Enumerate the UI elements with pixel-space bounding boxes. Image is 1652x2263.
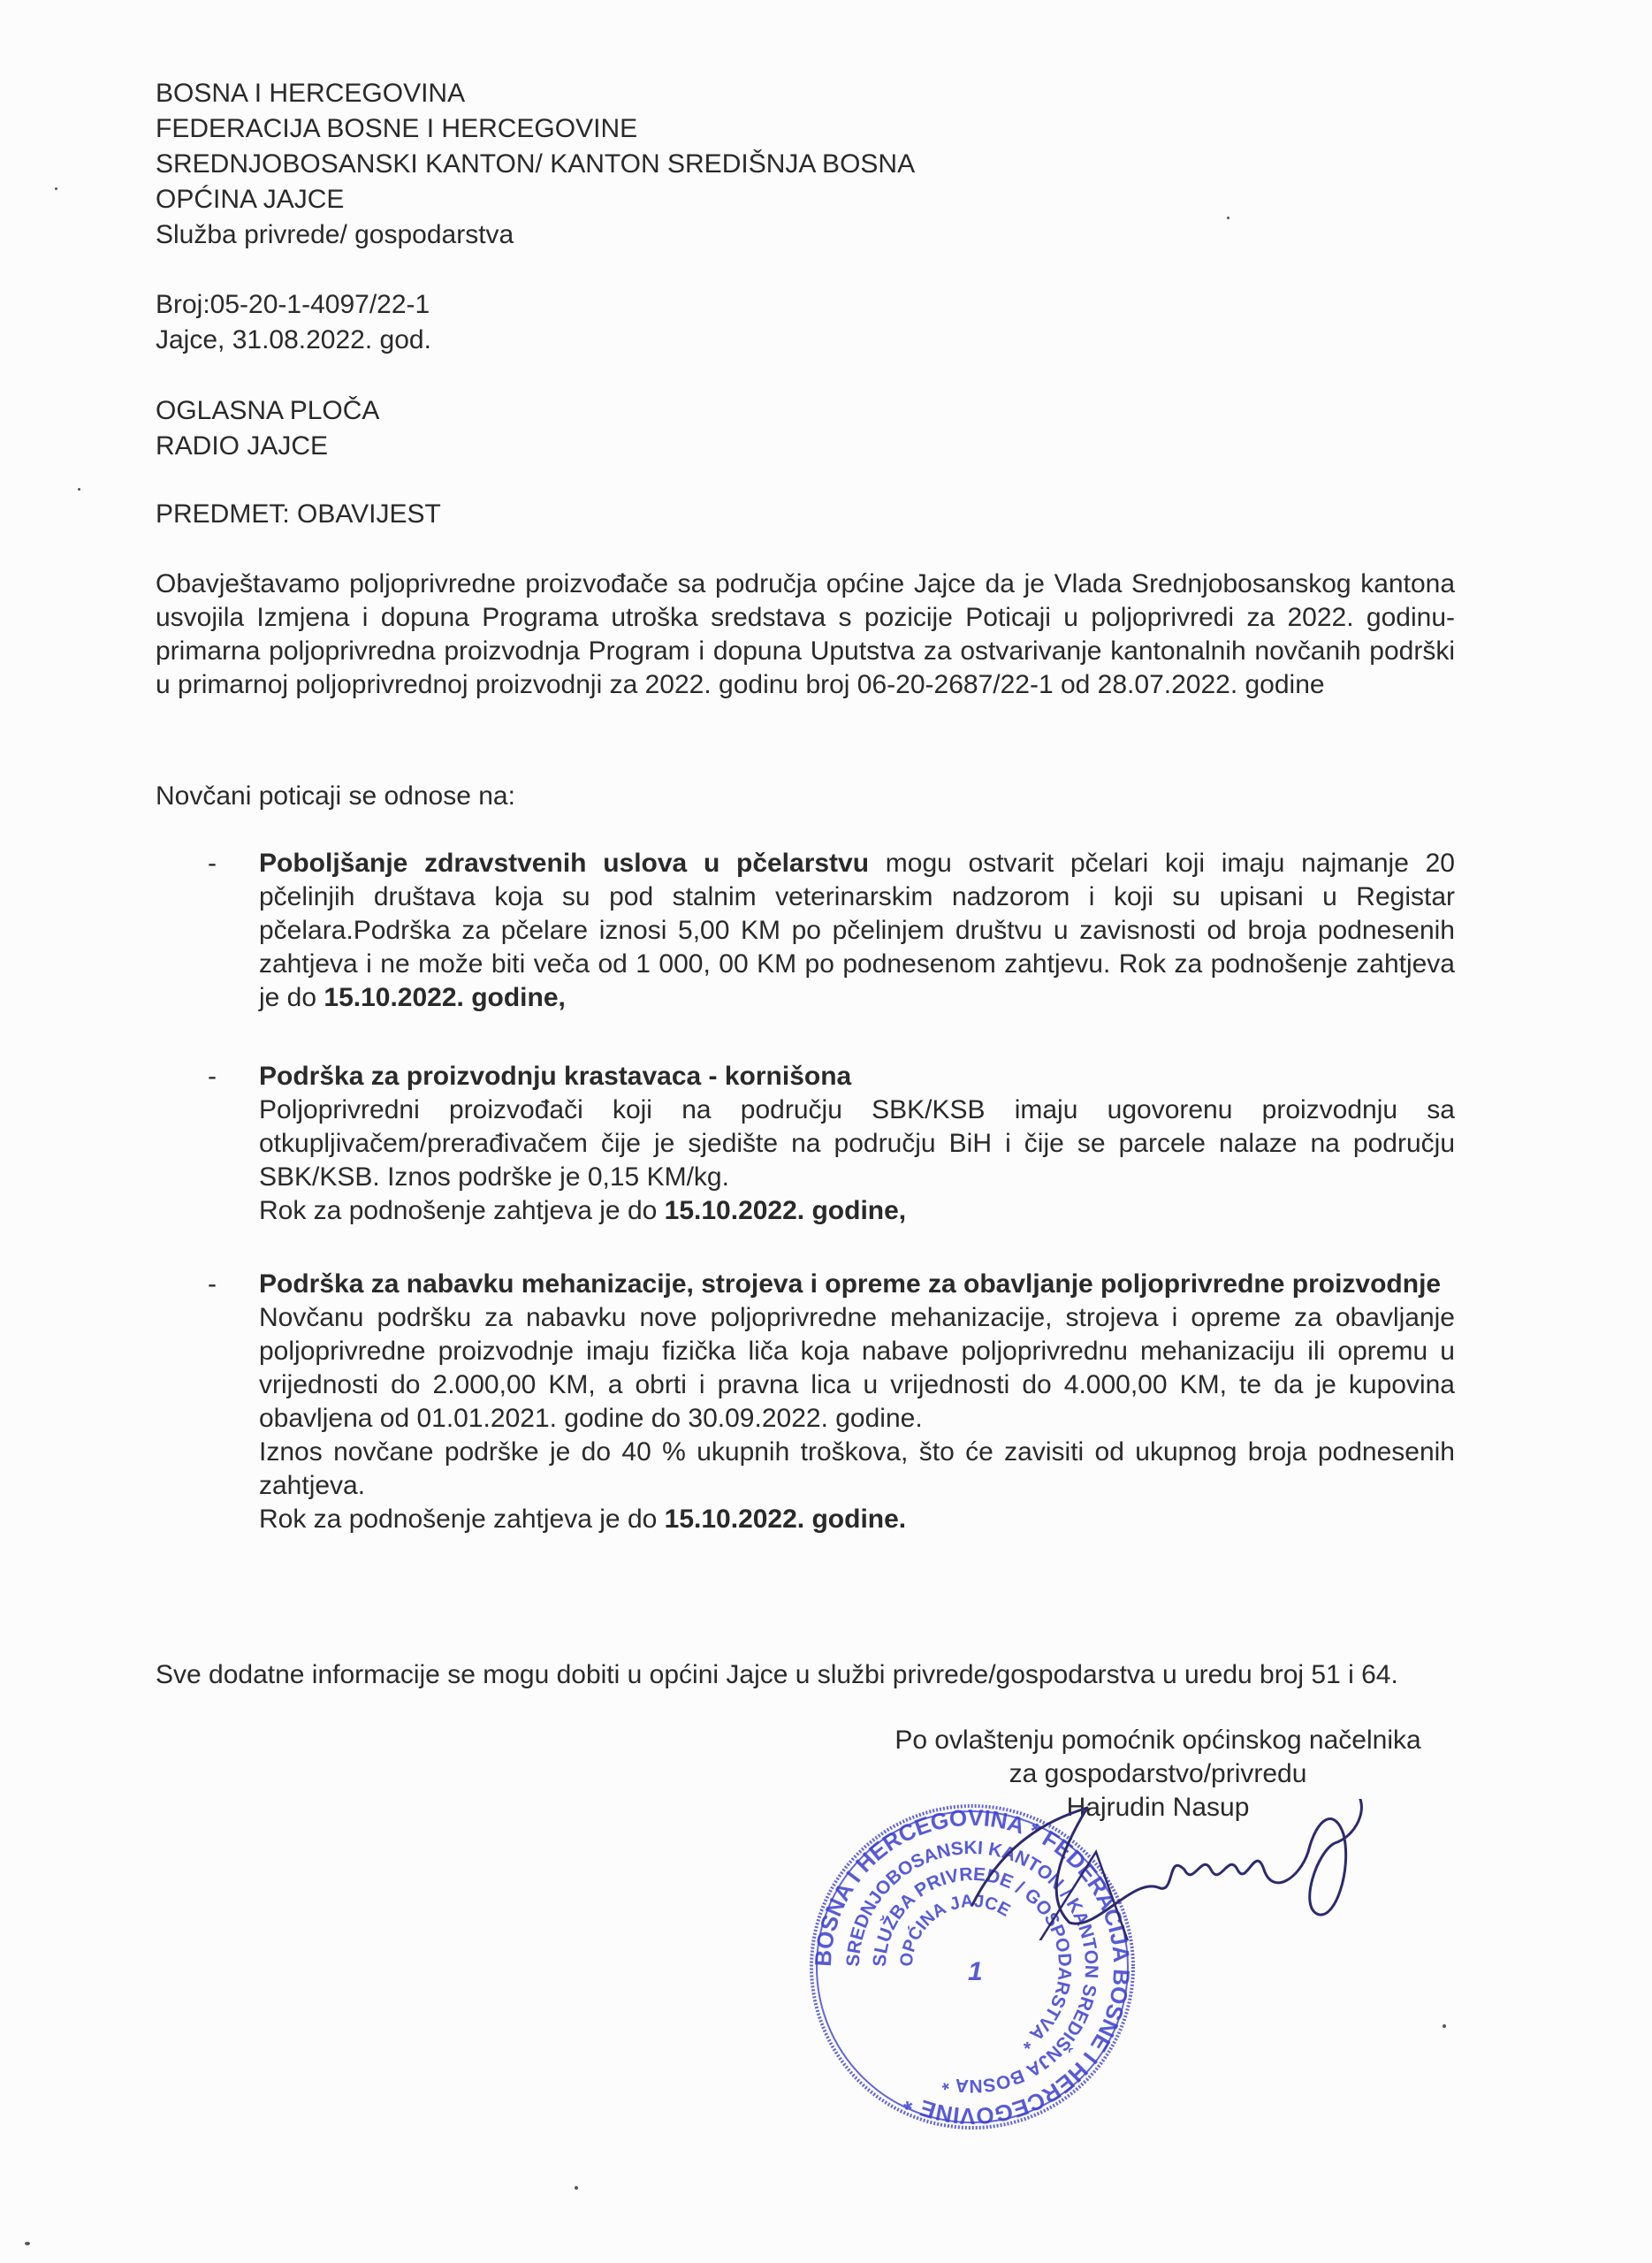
letterhead-line-canton: SREDNJOBOSANSKI KANTON/ KANTON SREDIŠNJA BOSNA [156,149,916,179]
item-text: Novčanu podršku za nabavku nove poljoprivredne mehanizacije, strojeva i opreme za obavljanje poljoprivredne proizvodnje imaju fizička liča koja nabave poljoprivrednu mehanizaciju ili opremu u vrijednosti do 2.000,00 KM, a obrti i pravna lica u vrijednosti do 4.000,00 KM, te da je kupovina obavljena od 01.01.2021. godine do 30.09.2022. godine. [259,1303,1455,1433]
item-title: Podrška za nabavku mehanizacije, strojeva i opreme za obavljanje poljoprivredne proizvodnje [259,1269,1442,1299]
bullet-dash: - [208,849,217,878]
letterhead-line-department: Služba privrede/ gospodarstva [156,220,514,249]
scan-speck [575,2186,578,2190]
recipient: OGLASNA PLOČA [156,396,380,425]
scan-speck [55,187,57,190]
stamp-number: 1 [968,1957,983,1986]
intro-paragraph: Obavještavamo poljoprivredne proizvođače sa područja općine Jajce da je Vlada Srednjobosanskog kantona usvojila Izmjena i dopuna Programa utroška sredstava s pozicije Poticaji u poljoprivredi za 2022. godinu-primarna poljoprivredna proizvodnja Program i dopuna Uputstva za ostvarivanje kantonalnih novčanih podrški u primarnoj poljoprivrednoj proizvodnji za 2022. godinu broj 06-20-2687/22-1 od 28.07.2022. godine [156,569,1455,699]
list-item [208,1268,1455,1536]
list-item [208,847,1455,1015]
bullet-dash: - [208,1269,217,1299]
item-text: mogu ostvarit pčelari koji imaju najmanje 20 pčelinjih društava koja su pod stalnim veterinarskim nadzorom i koji su upisani u Registar pčelara.Podrška za pčelare iznosi 5,00 KM po pčelinjem društvu u zavisnosti od broja podnesenih zahtjeva i ne može biti veča od 1 000, 00 KM po podnesenom zahtjevu. Rok za podnošenje zahtjeva je do [259,849,1455,1012]
handwritten-signature [955,1799,1379,1940]
recipient: RADIO JAJCE [156,431,329,461]
stamp-middle-text: SREDNJOBOSANSKI KANTON / KANTON SREDIŠNJA BOSNA * [842,1837,1102,2097]
item-title: Podrška za proizvodnju krastavaca - kornišona [259,1062,852,1091]
letterhead [156,76,915,253]
item-deadline: 15.10.2022. godine, [324,983,566,1012]
stamp-outer-text: BOSNA I HERCEGOVINA * FEDERACIJA BOSNE I HERCEGOVINE * [809,1803,1136,2130]
item-text-amount: Iznos novčane podrške je do 40 % ukupnih troškova, što će zavisiti od ukupnog broja podnesenih zahtjeva. [259,1437,1455,1500]
reference-number: Broj:05-20-1-4097/22-1 [156,290,430,319]
item-deadline: 15.10.2022. godine, [664,1196,907,1225]
bullet-dash: - [208,1062,217,1091]
scan-speck [1443,2024,1446,2028]
recipients [156,393,379,464]
closing-paragraph: Sve dodatne informacije se mogu dobiti u općini Jajce u službi privrede/gospodarstva u uredu broj 51 i 64. [156,1660,1398,1689]
stamp-center-text: OPĆINA JAJCE [896,1891,1014,1968]
deadline-prefix: Rok za podnošenje zahtjeva je do [259,1196,665,1225]
place-date: Jajce, 31.08.2022. god. [156,325,431,354]
letterhead-line-municipality: OPĆINA JAJCE [156,185,345,214]
list-lead: Novčani poticaji se odnose na: [156,781,515,811]
stamp-inner-text: SLUŽBA PRIVREDE / GOSPODARSTVA * [869,1863,1076,2053]
signatory-department: za gospodarstvo/privredu [1009,1759,1307,1788]
item-deadline: 15.10.2022. godine. [664,1505,907,1534]
deadline-prefix: Rok za podnošenje zahtjeva je do [259,1505,665,1534]
item-text: Poljoprivredni proizvođači koji na području SBK/KSB imaju ugovorenu proizvodnju sa otkupljivačem/prerađivačem čije je sjedište na području BiH i čije se parcele nalaze na području SBK/KSB. Iznos podrške je 0,15 KM/kg. [259,1095,1455,1192]
list-item [208,1060,1455,1228]
scan-speck [78,488,80,491]
reference-block [156,287,431,358]
signatory-authority: Po ovlaštenju pomoćnik općinskog načelnika [895,1726,1421,1755]
signatory-name: Hajrudin Nasup [1066,1793,1250,1822]
letterhead-line-federation: FEDERACIJA BOSNE I HERCEGOVINE [156,114,638,143]
letterhead-line-country: BOSNA I HERCEGOVINA [156,79,466,108]
scan-speck [1227,217,1229,219]
subject-line: PREDMET: OBAVIJEST [156,499,441,529]
scan-speck [25,2242,30,2245]
item-title: Poboljšanje zdravstvenih uslova u pčelarstvu [259,849,870,878]
